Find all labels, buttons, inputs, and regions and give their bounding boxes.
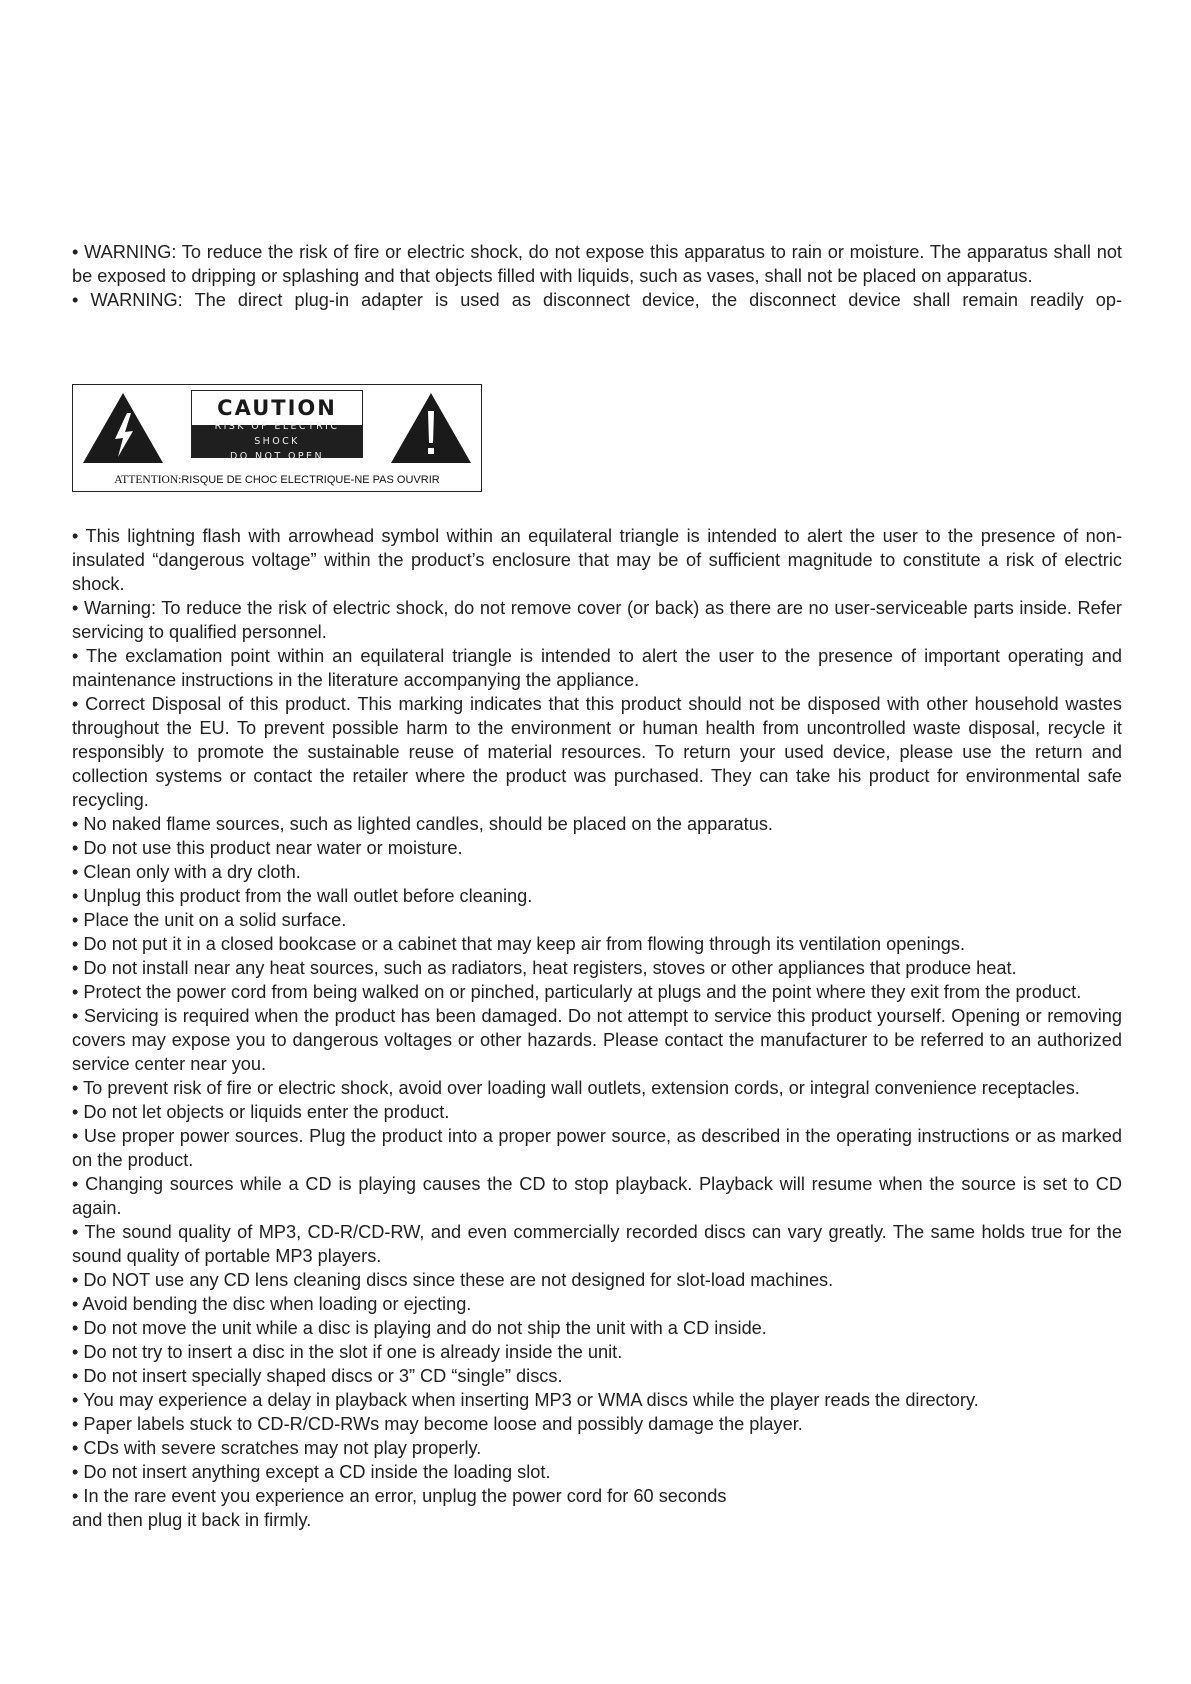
instruction-item: • Do not insert specially shaped discs or 3” CD “single” discs. [72,1366,563,1386]
instruction-item: • Do not try to insert a disc in the slot if one is already inside the unit. [72,1342,623,1362]
instruction-item: • Servicing is required when the product has been damaged. Do not attempt to service this product yourself. Opening or removing covers may expose you to dangerous voltages or other hazards. Please contact the manufacturer to be referred to an authorized service center near you. [72,1006,1122,1074]
instruction-item: • Protect the power cord from being walked on or pinched, particularly at plugs and the point where they exit from the product. [72,982,1082,1002]
instruction-item: • Correct Disposal of this product. This marking indicates that this product should not be disposed with other household wastes throughout the EU. To prevent possible harm to the environment or human health from uncontrolled waste disposal, recycle it responsibly to promote the sustainable reuse of material resources. To return your used device, please use the return and collection systems or contact the retailer where the product was purchased. They can take his product for environmental safe recycling. [72,694,1122,810]
caution-title: CAUTION [217,396,337,420]
instruction-item: • Avoid bending the disc when loading or ejecting. [72,1294,472,1314]
instruction-item: • Do not insert anything except a CD inside the loading slot. [72,1462,551,1482]
instruction-item: • Paper labels stuck to CD-R/CD-RWs may become loose and possibly damage the player. [72,1414,803,1434]
instruction-item: • No naked flame sources, such as lighted candles, should be placed on the apparatus. [72,814,773,834]
safety-instructions [72,524,1122,1532]
instruction-item: • Do not use this product near water or moisture. [72,838,463,858]
instruction-item: • Place the unit on a solid surface. [72,910,347,930]
instruction-item: • Changing sources while a CD is playing causes the CD to stop playback. Playback will resume when the source is set to CD again. [72,1174,1122,1218]
instruction-item: • Do not move the unit while a disc is playing and do not ship the unit with a CD inside. [72,1318,767,1338]
instruction-item: • The exclamation point within an equilateral triangle is intended to alert the user to the presence of important operating and maintenance instructions in the literature accompanying the appliance. [72,646,1122,690]
warning-moisture: • WARNING: To reduce the risk of fire or electric shock, do not expose this apparatus to rain or moisture. The apparatus shall not be exposed to dripping or splashing and that objects filled with liquids, such as vases, shall not be placed on apparatus. [72,242,1122,286]
exclamation-warning-icon [389,391,473,465]
caution-subtitle [192,420,362,462]
instruction-item: • To prevent risk of fire or electric shock, avoid over loading wall outlets, extension cords, or integral convenience receptacles. [72,1078,1080,1098]
caution-label [72,384,482,492]
top-warnings [72,240,1122,312]
instruction-item: • Do not install near any heat sources, such as radiators, heat registers, stoves or other appliances that produce heat. [72,958,1017,978]
instruction-item: • Do NOT use any CD lens cleaning discs since these are not designed for slot-load machines. [72,1270,834,1290]
attention-text: RISQUE DE CHOC ELECTRIQUE-NE PAS OUVRIR [181,474,440,486]
caution-panel [191,390,363,462]
instruction-item: • Unplug this product from the wall outlet before cleaning. [72,886,533,906]
attention-line [73,474,481,486]
warning-disconnect-device: • WARNING: The direct plug-in adapter is used as disconnect device, the disconnect device shall remain readily op- [72,290,1122,310]
instruction-item: • Use proper power sources. Plug the product into a proper power source, as described in the operating instructions or as marked on the product. [72,1126,1122,1170]
instruction-item: • You may experience a delay in playback when inserting MP3 or WMA discs while the player reads the directory. [72,1390,979,1410]
caution-line-2: DO NOT OPEN [230,450,324,462]
instruction-item: and then plug it back in firmly. [72,1510,312,1530]
lightning-warning-icon [81,391,165,465]
instruction-item: • In the rare event you experience an error, unplug the power cord for 60 seconds [72,1486,727,1506]
instruction-item: • Clean only with a dry cloth. [72,862,301,882]
caution-line-1: RISK OF ELECTRIC SHOCK [214,420,340,447]
instruction-item: • Do not let objects or liquids enter the product. [72,1102,450,1122]
attention-label: ATTENTION: [114,474,182,486]
instruction-item: • Warning: To reduce the risk of electric shock, do not remove cover (or back) as there are no user-serviceable parts inside. Refer servicing to qualified personnel. [72,598,1122,642]
instruction-item: • The sound quality of MP3, CD-R/CD-RW, and even commercially recorded discs can vary greatly. The same holds true for the sound quality of portable MP3 players. [72,1222,1122,1266]
instruction-item: • This lightning flash with arrowhead symbol within an equilateral triangle is intended to alert the user to the presence of non-insulated “dangerous voltage” within the product’s enclosure that may be of sufficient magnitude to constitute a risk of electric shock. [72,526,1122,594]
instruction-item: • CDs with severe scratches may not play properly. [72,1438,482,1458]
instruction-item: • Do not put it in a closed bookcase or a cabinet that may keep air from flowing through its ventilation openings. [72,934,966,954]
